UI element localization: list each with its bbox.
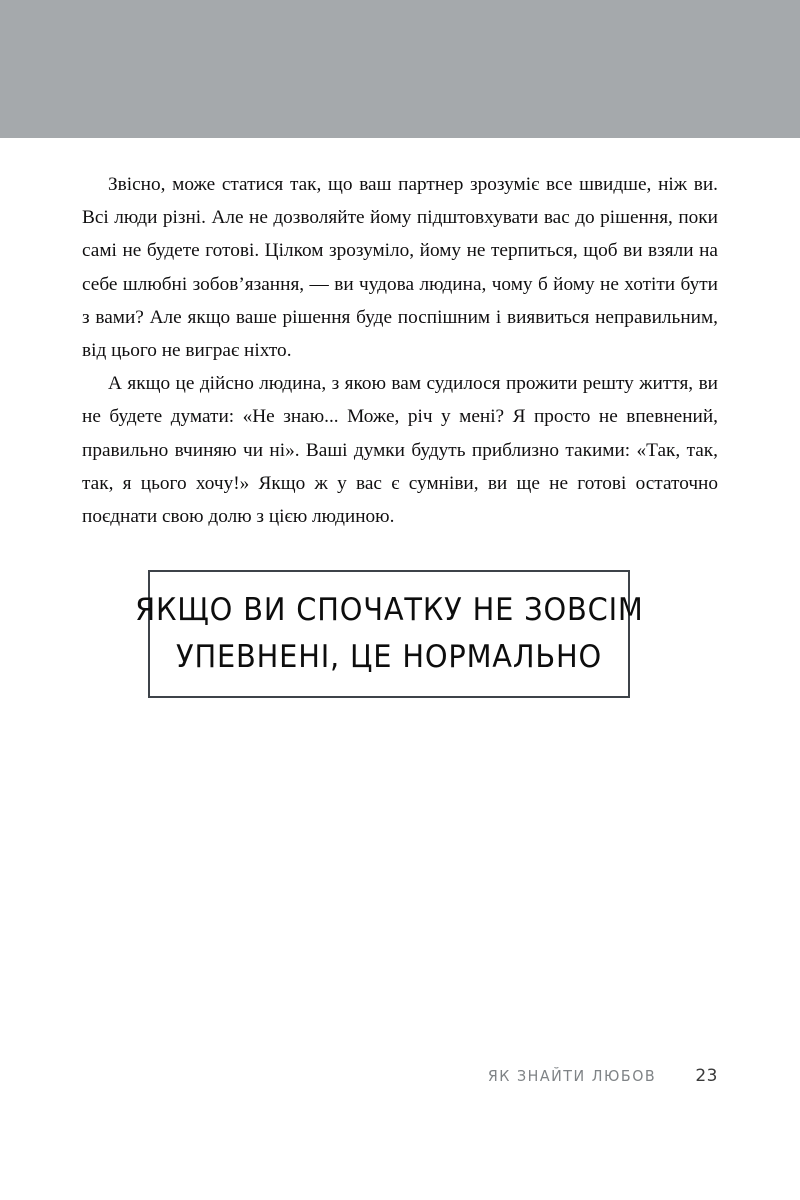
body-text-column: [82, 168, 718, 533]
pullquote-line-1: ЯКЩО ВИ СПОЧАТКУ НЕ ЗОВСІМ: [134, 592, 644, 628]
pullquote-box: [134, 570, 644, 698]
header-gray-band: [0, 0, 800, 138]
pullquote-line-2: УПЕВНЕНІ, ЦЕ НОРМАЛЬНО: [175, 639, 602, 675]
footer-running-title: ЯК ЗНАЙТИ ЛЮБОВ: [487, 1067, 656, 1085]
footer-page-number: 23: [695, 1066, 718, 1086]
page-footer: [82, 1063, 718, 1089]
body-paragraph-1: Звісно, може статися так, що ваш партнер зрозуміє все швидше, ніж ви. Всі люди різні. Але не дозволяйте йому підштовхувати вас до рішення, поки самі не будете готові. Цілком зрозуміло, йому не терпиться, щоб ви взяли на себе шлюбні зобов’язання, — ви чудова людина, чому б йому не хотіти бути з вами? Але якщо ваше рішення буде поспішним і виявиться неправильним, від цього не виграє ніхто.: [82, 174, 718, 362]
body-paragraph-2: А якщо це дійсно людина, з якою вам судилося прожити решту життя, ви не будете думати: «Не знаю... Може, річ у мені? Я просто не впевнений, правильно вчиняю чи ні». Ваші думки будуть приблизно такими: «Так, так, так, я цього хочу!» Якщо ж у вас є сумніви, ви ще не готові остаточно поєднати свою долю з цією людиною.: [82, 373, 718, 528]
